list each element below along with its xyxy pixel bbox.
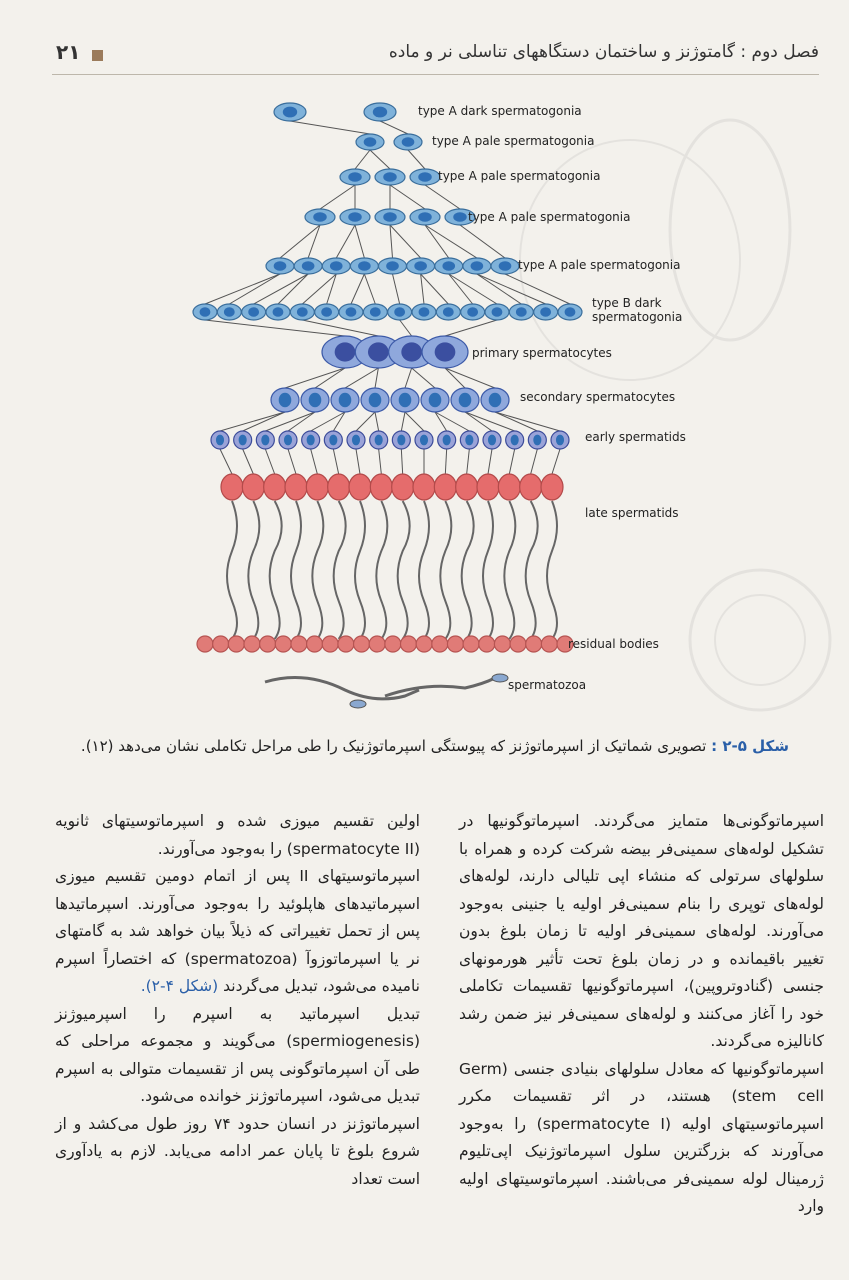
cell-nucleus xyxy=(383,212,397,222)
cell xyxy=(400,636,416,652)
cell-nucleus xyxy=(375,435,383,446)
lineage-line xyxy=(220,412,285,431)
lineage-line xyxy=(379,449,382,474)
flagellum xyxy=(355,501,365,639)
label-late-spermatids: late spermatids xyxy=(585,506,679,520)
lineage-line xyxy=(311,449,318,474)
flagellum xyxy=(248,501,259,639)
cell-nucleus xyxy=(274,261,287,271)
cell xyxy=(275,636,291,652)
lineage-line xyxy=(449,274,497,304)
flagellum xyxy=(547,501,557,639)
label-residual-bodies: residual bodies xyxy=(568,637,659,651)
cell-nucleus xyxy=(419,307,430,317)
lineage-line xyxy=(390,185,425,209)
cell-nucleus xyxy=(565,307,576,317)
cell xyxy=(432,636,448,652)
body-column-left xyxy=(55,808,420,1193)
cell-nucleus xyxy=(443,307,454,317)
lineage-line xyxy=(445,320,497,336)
paragraph: تبدیل اسپرماتید به اسپرم را اسپرمیوژنز (spermiogenesis) می‌گویند و مجموعه مراحلی که طی آن اسپرماتوگونی پس از تقسیمات متوالی به اسپرم تبدیل می‌شود، اسپرماتوژنز خوانده می‌شود. xyxy=(55,1004,420,1105)
paragraph: اسپرماتوگونی‌ها متمایز می‌گردند. اسپرماتوگونیها در تشکیل لوله‌های سمینی‌فر بیضه شرکت کرده و همراه با سلولهای سرتولی که منشاء اپی تلیالی دارند، لوله‌های لوله‌های توپری را بنام سمینی‌فر اولیه یا جنینی به‌وجود می‌آورند. لوله‌های سمینی‌فر اولیه تا زمان بلوغ بدون تغییر باقیمانده و در زمان بلوغ تحت تأثیر هورمونهای جنسی (گنادوتروپین)، اسپرماتوگونیها تقسیمات تکاملی خود را آغاز می‌کنند و لوله‌های سمینی‌فر نیز ضمن رشد کانالیزه می‌گردند. xyxy=(459,812,824,1050)
spermatogenesis-diagram xyxy=(180,92,700,732)
flagellum xyxy=(334,501,346,639)
flagellum xyxy=(227,501,237,639)
cell xyxy=(392,474,414,500)
lineage-line xyxy=(425,185,460,209)
cell-nucleus xyxy=(248,307,259,317)
cell-nucleus xyxy=(489,393,502,407)
cell-nucleus xyxy=(443,435,451,446)
cell-nucleus xyxy=(418,172,432,182)
cell-nucleus xyxy=(492,307,503,317)
caption-label: شکل ۵-۲ : xyxy=(711,737,789,755)
page-number: ۲۱ xyxy=(56,40,81,64)
lineage-line xyxy=(375,368,378,388)
cell-nucleus xyxy=(459,393,472,407)
cell-nucleus xyxy=(397,435,405,446)
cell-nucleus xyxy=(284,435,292,446)
cell-nucleus xyxy=(283,107,297,118)
lineage-line xyxy=(449,274,473,304)
cell xyxy=(494,636,510,652)
lineage-line xyxy=(290,121,370,134)
cell xyxy=(349,474,371,500)
cell-nucleus xyxy=(346,307,357,317)
cell-nucleus xyxy=(370,307,381,317)
cell xyxy=(447,636,463,652)
cell xyxy=(244,636,260,652)
lineage-line xyxy=(405,368,412,388)
cell xyxy=(242,474,264,500)
cell-nucleus xyxy=(348,212,362,222)
lineage-line xyxy=(336,225,355,258)
cell xyxy=(264,474,286,500)
cell-nucleus xyxy=(273,307,284,317)
label-secondary-spermatocytes: secondary spermatocytes xyxy=(520,390,676,404)
lineage-line xyxy=(467,449,470,474)
cell-nucleus xyxy=(309,393,322,407)
spermatozoon-tail xyxy=(265,678,419,699)
cell xyxy=(541,474,563,500)
cell-nucleus xyxy=(402,137,415,147)
lineage-line xyxy=(243,449,254,474)
cell xyxy=(526,636,542,652)
cell xyxy=(213,636,229,652)
caption-text: تصویری شماتیک از اسپرماتوژنز که پیوستگی اسپرماتوژنیک را طی مراحل تکاملی نشان می‌دهد (۱۲). xyxy=(80,737,707,755)
lineage-line xyxy=(465,412,492,431)
cell-nucleus xyxy=(420,435,428,446)
cell xyxy=(520,474,542,500)
cell-nucleus xyxy=(358,261,371,271)
lineage-line xyxy=(405,412,424,431)
lineage-line xyxy=(356,412,375,431)
paragraph-text: اسپرماتوسیتهای II پس از اتمام دومین تقسیم میوزی اسپرماتیدهای هاپلوئید را به‌وجود می‌آورند. اسپرماتیدها پس از تحمل تغییراتی که ذیلاً بیان خواهد شد به گامتهای نر یا اسپرماتوزوآ (spermatozoa) که اختصاراً اسپرم نامیده می‌شود، تبدیل می‌گردند xyxy=(55,867,420,995)
lineage-line xyxy=(370,150,390,169)
lineage-line xyxy=(229,274,280,304)
flagellum xyxy=(376,501,387,639)
header-square-marker xyxy=(92,50,103,61)
cell xyxy=(370,474,392,500)
cell-nucleus xyxy=(364,137,377,147)
lineage-line xyxy=(380,121,408,134)
cell xyxy=(260,636,276,652)
lineage-line xyxy=(333,449,338,474)
label-primary-spermatocytes: primary spermatocytes xyxy=(472,346,612,360)
lineage-line xyxy=(265,449,274,474)
lineage-line xyxy=(495,412,560,431)
label-type-a-dark: type A dark spermatogonia xyxy=(418,104,582,118)
cell-nucleus xyxy=(352,435,360,446)
lineage-line xyxy=(355,150,370,169)
lineage-line xyxy=(265,412,315,431)
chapter-title: فصل دوم : گامتوژنز و ساختمان دستگاههای تناسلی نر و ماده xyxy=(388,42,819,62)
cell xyxy=(322,636,338,652)
cell xyxy=(463,636,479,652)
label-type-a-pale-4: type A pale spermatogonia xyxy=(518,258,681,272)
cell-nucleus xyxy=(329,435,337,446)
lineage-line xyxy=(495,412,537,431)
cell xyxy=(456,474,478,500)
cell-nucleus xyxy=(540,307,551,317)
lineage-line xyxy=(460,225,505,258)
cell-nucleus xyxy=(429,393,442,407)
lineage-line xyxy=(421,274,449,304)
lineage-line xyxy=(351,274,364,304)
label-early-spermatids: early spermatids xyxy=(585,430,686,444)
lineage-line xyxy=(355,225,364,258)
lineage-line xyxy=(445,368,495,388)
lineage-line xyxy=(401,449,402,474)
cell-nucleus xyxy=(401,342,422,361)
label-type-a-pale-2: type A pale spermatogonia xyxy=(438,169,601,183)
paragraph: اسپرماتوگونیها که معادل سلولهای بنیادی جنسی (Germ stem cell) هستند، در اثر تقسیمات مکرر اسپرماتوسیتهای اولیه (spermatocyte I) را به‌وجود می‌آورند که بزرگترین سلول اسپرماتوژنیک اپی‌تلیوم ژرمینال لوله سمینی‌فر می‌باشند. اسپرماتوسیتهای اولیه وارد xyxy=(459,1059,825,1215)
cell-nucleus xyxy=(499,261,512,271)
lineage-line xyxy=(477,274,546,304)
cell-nucleus xyxy=(465,435,473,446)
lineage-line xyxy=(412,368,435,388)
cell-nucleus xyxy=(373,107,387,118)
lineage-line xyxy=(315,368,345,388)
lineage-line xyxy=(390,225,421,258)
lineage-line xyxy=(390,225,393,258)
cell-nucleus xyxy=(261,435,269,446)
cell-nucleus xyxy=(435,342,456,361)
flagellum xyxy=(526,501,538,639)
lineage-line xyxy=(400,320,412,336)
cell-nucleus xyxy=(533,435,541,446)
cell-nucleus xyxy=(335,342,356,361)
lineage-line xyxy=(445,449,446,474)
cell-nucleus xyxy=(224,307,235,317)
lineage-line xyxy=(393,274,400,304)
cell-nucleus xyxy=(442,261,455,271)
lineage-line xyxy=(254,274,308,304)
cell-nucleus xyxy=(516,307,527,317)
spermatozoon-tail xyxy=(385,678,495,696)
cell xyxy=(338,636,354,652)
cell-nucleus xyxy=(200,307,211,317)
cell xyxy=(285,474,307,500)
lineage-line xyxy=(311,412,345,431)
cell xyxy=(385,636,401,652)
lineage-line xyxy=(488,449,492,474)
cell-nucleus xyxy=(313,212,327,222)
cell xyxy=(369,636,385,652)
lineage-line xyxy=(243,412,285,431)
cell-nucleus xyxy=(488,435,496,446)
figure-cross-reference[interactable]: (شکل ۴-۲). xyxy=(140,977,219,995)
label-type-b-dark: type B dark xyxy=(592,296,662,310)
cell xyxy=(306,474,328,500)
cell xyxy=(328,474,350,500)
label-type-a-pale-1: type A pale spermatogonia xyxy=(432,134,595,148)
lineage-line xyxy=(356,449,360,474)
cell-nucleus xyxy=(321,307,332,317)
flagellum xyxy=(270,501,282,639)
cell-nucleus xyxy=(348,172,362,182)
cell-nucleus xyxy=(386,261,399,271)
body-column-right xyxy=(459,808,824,1221)
cell xyxy=(221,474,243,500)
lineage-line xyxy=(408,150,425,169)
spermatogenesis-figure xyxy=(180,92,700,732)
cell-nucleus xyxy=(418,212,432,222)
lineage-line xyxy=(320,185,355,209)
lineage-line xyxy=(288,412,315,431)
cell xyxy=(291,636,307,652)
cell xyxy=(228,636,244,652)
cell xyxy=(354,636,370,652)
lineage-line xyxy=(205,274,280,304)
cell xyxy=(477,474,499,500)
cell-nucleus xyxy=(330,261,343,271)
lineage-line xyxy=(364,274,375,304)
flagellum xyxy=(291,501,301,639)
cell-nucleus xyxy=(239,435,247,446)
cell-nucleus xyxy=(467,307,478,317)
cell-nucleus xyxy=(556,435,564,446)
cell xyxy=(413,474,435,500)
cell-nucleus xyxy=(339,393,352,407)
cell-nucleus xyxy=(471,261,484,271)
lineage-line xyxy=(552,449,560,474)
spermatozoon-head xyxy=(350,700,366,708)
flagellum xyxy=(419,501,429,639)
lineage-line xyxy=(421,274,424,304)
lineage-line xyxy=(220,449,232,474)
cell xyxy=(541,636,557,652)
spermatozoon-head xyxy=(492,674,508,682)
label-type-a-pale-3: type A pale spermatogonia xyxy=(468,210,631,224)
lineage-line xyxy=(435,412,469,431)
cell xyxy=(510,636,526,652)
cell-nucleus xyxy=(216,435,224,446)
cell-nucleus xyxy=(368,342,389,361)
cell-nucleus xyxy=(399,393,412,407)
cell xyxy=(498,474,520,500)
lineage-line xyxy=(288,449,296,474)
cell xyxy=(197,636,213,652)
flagellum xyxy=(312,501,323,639)
paragraph: اسپرماتوژنز در انسان حدود ۷۴ روز طول می‌کشد و از شروع بلوغ تا پایان عمر ادامه می‌یابد. لازم به یادآوری است تعداد xyxy=(55,1114,420,1188)
cell xyxy=(479,636,495,652)
lineage-line xyxy=(401,412,405,431)
cell xyxy=(416,636,432,652)
lineage-line xyxy=(205,320,345,336)
paragraph xyxy=(55,863,420,1001)
flagellum xyxy=(504,501,515,639)
lineage-line xyxy=(425,225,449,258)
cell-nucleus xyxy=(279,393,292,407)
flagellum xyxy=(398,501,410,639)
cell-nucleus xyxy=(383,172,397,182)
cell-nucleus xyxy=(369,393,382,407)
lineage-line xyxy=(278,274,308,304)
paragraph: اولین تقسیم میوزی شده و اسپرماتوسیتهای ثانویه (spermatocyte II) را به‌وجود می‌آورند. xyxy=(55,812,420,858)
flagellum xyxy=(440,501,451,639)
flagellum xyxy=(462,501,474,639)
cell xyxy=(434,474,456,500)
label-spermatozoa: spermatozoa xyxy=(508,678,587,692)
lineage-line xyxy=(531,449,538,474)
lineage-line xyxy=(425,225,477,258)
cell-nucleus xyxy=(307,435,315,446)
cell-nucleus xyxy=(394,307,405,317)
lineage-line xyxy=(509,449,514,474)
lineage-line xyxy=(445,368,465,388)
lineage-line xyxy=(302,320,378,336)
cell-nucleus xyxy=(511,435,519,446)
cell-nucleus xyxy=(302,261,315,271)
lineage-line xyxy=(465,412,515,431)
page-header xyxy=(52,38,819,75)
label-type-b-spermatogonia: spermatogonia xyxy=(592,310,683,324)
lineage-line xyxy=(285,368,345,388)
cell xyxy=(307,636,323,652)
cell-nucleus xyxy=(414,261,427,271)
lineage-line xyxy=(345,368,378,388)
flagellum xyxy=(483,501,493,639)
cell-nucleus xyxy=(297,307,308,317)
cell-nucleus xyxy=(453,212,467,222)
lineage-line xyxy=(375,412,379,431)
figure-caption xyxy=(49,734,789,758)
